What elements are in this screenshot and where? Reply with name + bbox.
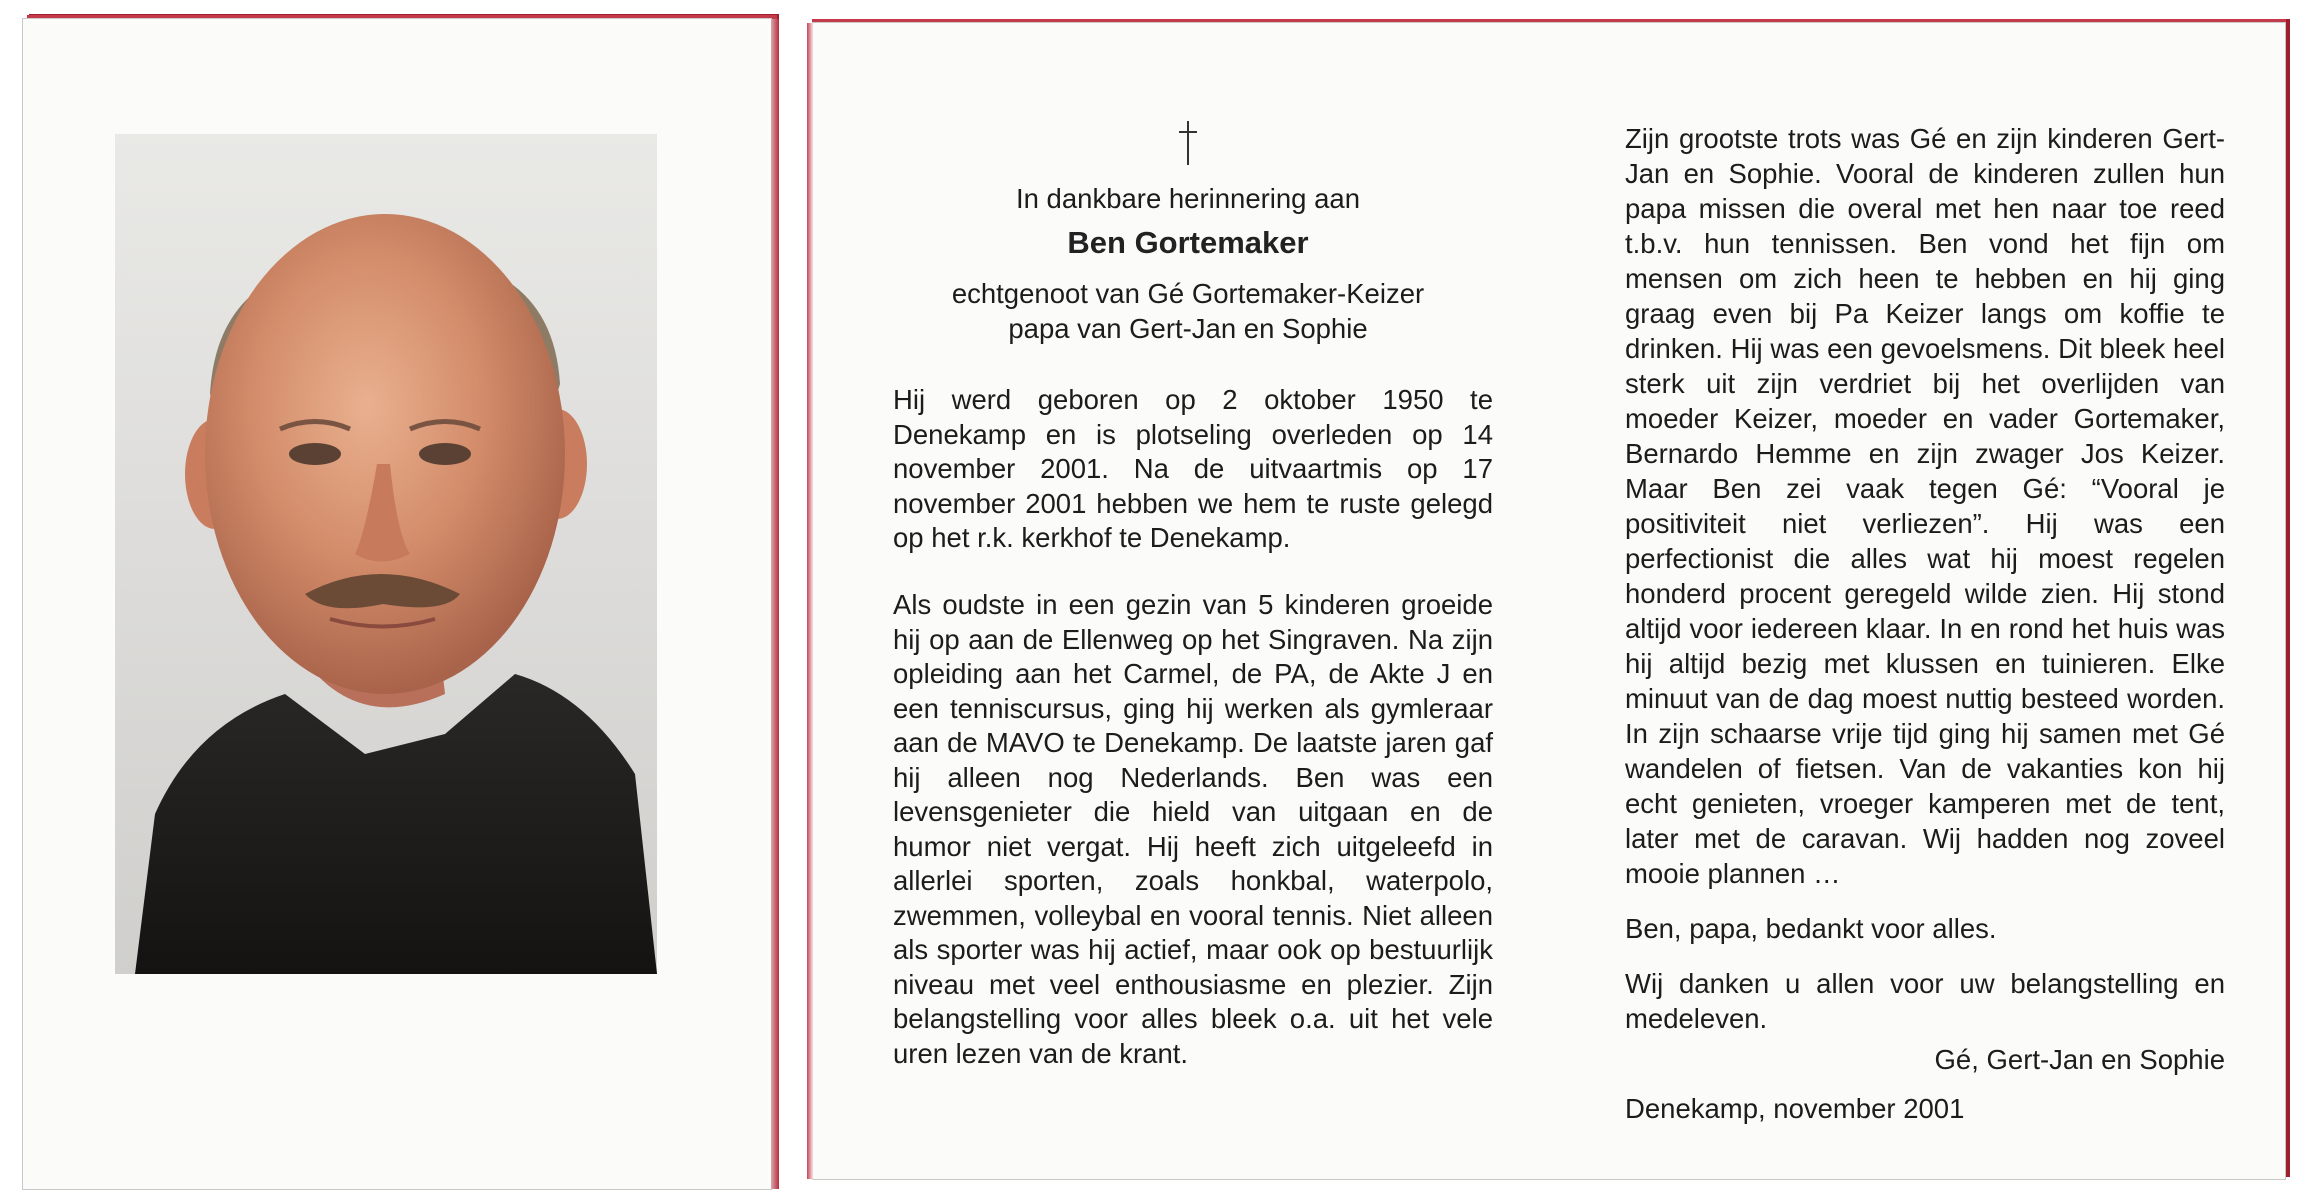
biography-paragraph-2 <box>893 588 1493 1071</box>
deceased-name: Ben Gortemaker <box>1067 225 1309 260</box>
spouse-line: echtgenoot van Gé Gortemaker-Keizer <box>951 278 1425 309</box>
cross-icon <box>1177 121 1199 165</box>
biography-text-1: Hij werd geboren op 2 oktober 1950 te Denekamp en is plotseling overleden op 14 november 2001. Na de uitvaartmis op 17 november 2001 hebben we hem te ruste gelegd op het r.k. kerkhof te Denekamp. <box>893 384 1493 553</box>
portrait-photo <box>115 134 657 974</box>
portrait-illustration <box>115 134 657 974</box>
intro-line: In dankbare herinnering aan <box>1015 183 1360 214</box>
thanks-line: Ben, papa, bedankt voor alles. <box>1625 913 1997 944</box>
biography-text-2: Als oudste in een gezin van 5 kinderen groeide hij op aan de Ellenweg op het Singraven. Na zijn opleiding aan het Carmel, de PA, de Akte J en een tenniscursus, ging hij werken als gymleraar aan de MAVO te Denekamp. De laatste jaren gaf hij alleen nog Nederlands. Ben was een levensgenieter die hield van uitgaan en de humor niet vergat. Hij heeft zich uitgeleefd in allerlei sporten, zoals honkbal, waterpolo, zwemmen, volleybal en vooral tennis. Niet alleen als sporter was hij actief, maar ook op bestuurlijk niveau met veel enthousiasme en plezier. Zijn belangstelling voor alles bleek o.a. uit het vele uren lezen van de krant. <box>893 589 1493 1069</box>
place-date: Denekamp, november 2001 <box>1625 1093 1965 1124</box>
right-column <box>1625 121 2225 1126</box>
photo-card <box>22 18 772 1190</box>
biography-paragraph-1 <box>893 383 1493 556</box>
text-spread <box>812 22 2286 1180</box>
family-signature: Gé, Gert-Jan en Sophie <box>1934 1044 2225 1075</box>
family-paragraph: Zijn grootste trots was Gé en zijn kinderen Gert-Jan en Sophie. Vooral de kinderen zullen hun papa missen die overal met hen naar toe reed t.b.v. hun tennissen. Ben vond het fijn om mensen om zich heen te hebben en hij ging graag even bij Pa Keizer langs om koffie te drinken. Hij was een gevoelsmens. Dit bleek heel sterk uit zijn verdriet bij het overlijden van moeder Keizer, moeder en vader Gortemaker, Bernardo Hemme en zijn zwager Jos Keizer. Maar Ben zei vaak tegen Gé: “Vooral je positiviteit niet verliezen”. Hij was een perfectionist die alles wat hij moest regelen honderd procent geregeld wilde zien. Hij stond altijd voor iedereen klaar. In en rond het huis was hij altijd bezig met klussen en tuinieren. Elke minuut van de dag moest nuttig besteed worden. In zijn schaarse vrije tijd ging hij samen met Gé wandelen of fietsen. Van de vakanties kon hij echt genieten, vroeger kamperen met de tent, later met de caravan. Wij hadden nog zoveel mooie plannen … <box>1625 123 2225 889</box>
children-line: papa van Gert-Jan en Sophie <box>1008 313 1368 344</box>
thanks-all-line: Wij danken u allen voor uw belangstelling en medeleven. <box>1625 968 2225 1034</box>
